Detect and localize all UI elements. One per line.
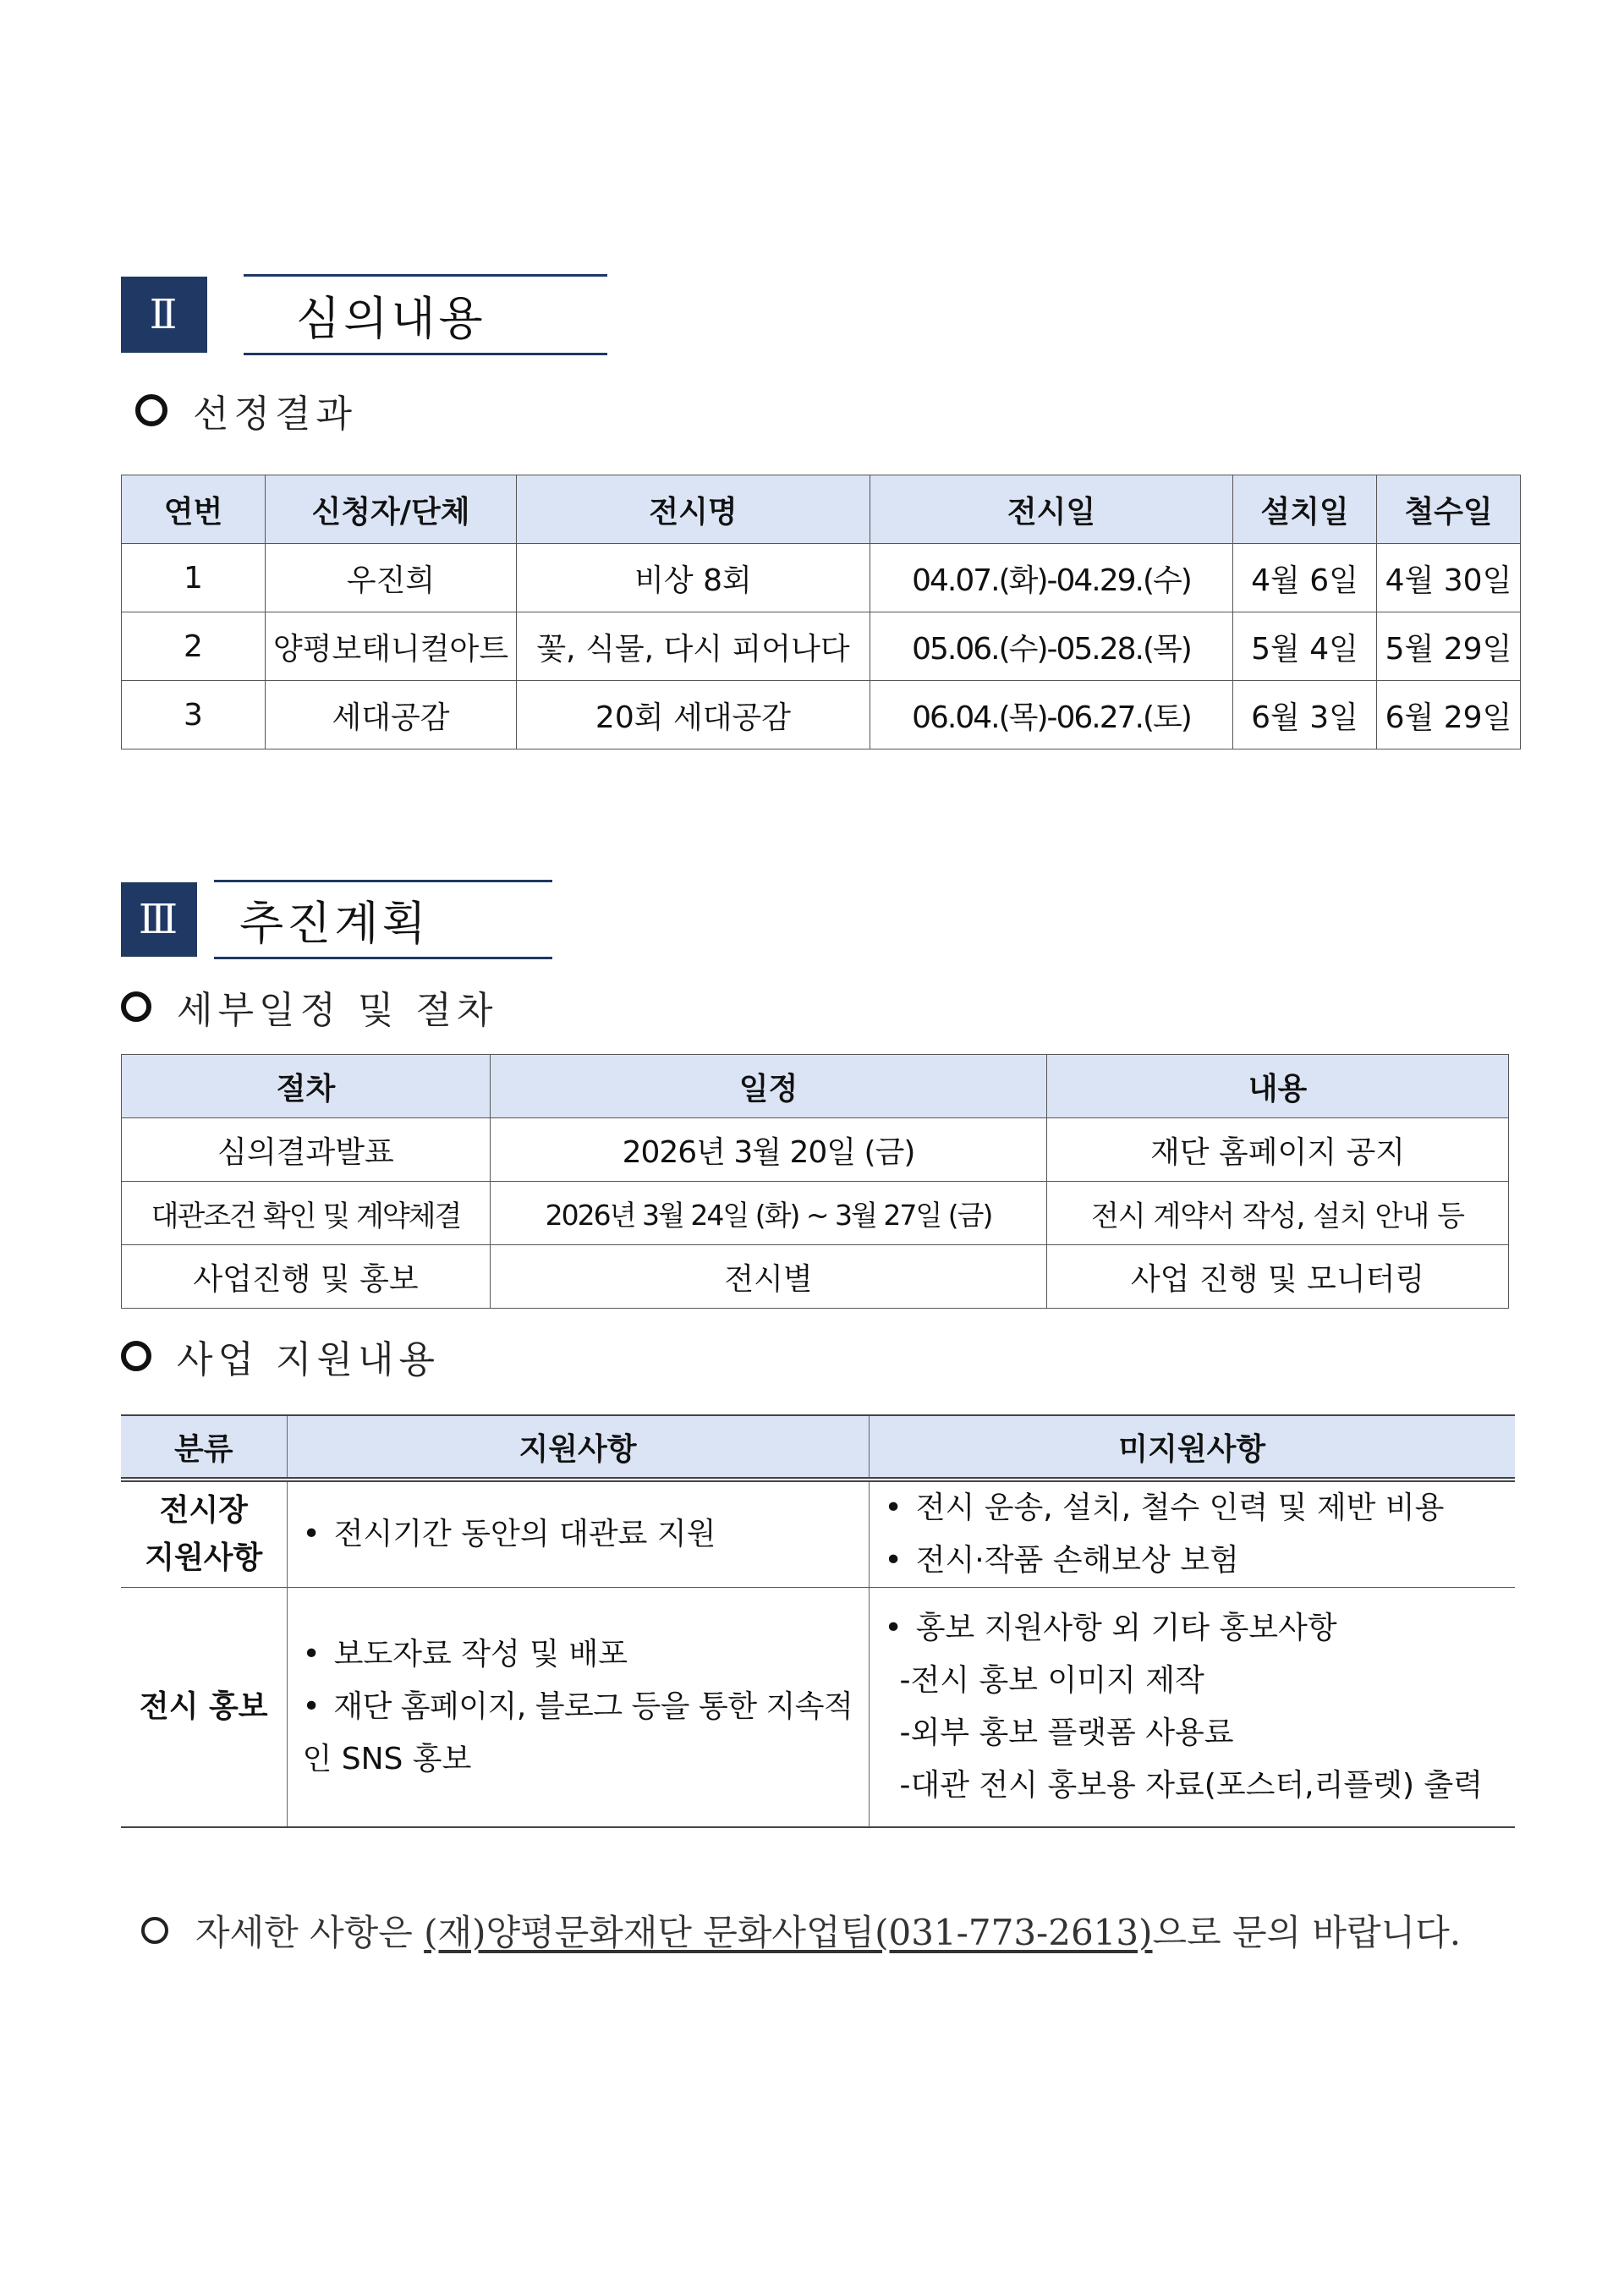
table-header-row (122, 1055, 1509, 1118)
header-cell: 지원사항 (287, 1415, 869, 1480)
contact-note (141, 1903, 1461, 1957)
section-2-number: Ⅱ (121, 277, 207, 353)
subheading-selection-result (135, 385, 357, 436)
table-row (122, 1182, 1509, 1245)
header-cell: 내용 (1047, 1055, 1509, 1118)
cell-content: 재단 홈페이지 공지 (1047, 1118, 1509, 1182)
section-3-title-box (214, 880, 552, 959)
header-cell: 전시명 (517, 475, 870, 544)
section-2-title: 심의내용 (296, 291, 486, 345)
table-row (122, 544, 1521, 612)
header-cell: 절차 (122, 1055, 491, 1118)
cell-procedure: 대관조건 확인 및 계약체결 (122, 1182, 491, 1245)
support-item: • 전시기간 동안의 대관료 지원 (303, 1508, 869, 1561)
table-row (121, 1480, 1515, 1588)
subheading-label: 사업 지원내용 (177, 1338, 441, 1381)
header-cell: 미지원사항 (869, 1415, 1515, 1480)
subheading-support (121, 1331, 440, 1381)
support-item: • 재단 홈페이지, 블로그 등을 통한 지속적 (303, 1681, 869, 1733)
header-cell: 전시일 (870, 475, 1233, 544)
circle-bullet-icon (121, 991, 151, 1022)
section-2-title-box (244, 274, 607, 355)
contact-prefix: 자세한 사항은 (195, 1912, 425, 1953)
header-cell: 신청자/단체 (266, 475, 517, 544)
cell-install-date: 5월 4일 (1233, 612, 1377, 681)
category-line: 지원사항 (145, 1540, 263, 1575)
contact-link[interactable]: (재)양평문화재단 문화사업팀(031-773-2613) (424, 1912, 1153, 1953)
section-3-number: Ⅲ (121, 882, 197, 957)
cell-exhibition-date: 06.04.(목)-06.27.(토) (870, 681, 1233, 749)
support-table (121, 1414, 1515, 1828)
cell-exhibition-date: 05.06.(수)-05.28.(목) (870, 612, 1233, 681)
cell-applicant: 양평보태니컬아트 (266, 612, 517, 681)
support-item: • 보도자료 작성 및 배포 (303, 1628, 869, 1681)
not-support-item: • 홍보 지원사항 외 기타 홍보사항 (885, 1602, 1516, 1655)
header-cell: 연번 (122, 475, 266, 544)
header-cell: 철수일 (1377, 475, 1521, 544)
table-row (122, 1245, 1509, 1309)
cell-exhibition-name: 꽃, 식물, 다시 피어나다 (517, 612, 870, 681)
cell-install-date: 6월 3일 (1233, 681, 1377, 749)
cell-not-support (869, 1480, 1515, 1588)
table-row (122, 681, 1521, 749)
cell-schedule: 2026년 3월 20일 (금) (491, 1118, 1047, 1182)
contact-suffix: 으로 문의 바랍니다. (1152, 1912, 1462, 1953)
cell-no: 2 (122, 612, 266, 681)
circle-bullet-icon (135, 394, 167, 426)
section-3-title: 추진계획 (239, 896, 430, 950)
cell-procedure: 사업진행 및 홍보 (122, 1245, 491, 1309)
support-item-continued: 인 SNS 홍보 (302, 1742, 472, 1776)
header-cell: 설치일 (1233, 475, 1377, 544)
not-support-subitem: -외부 홍보 플랫폼 사용료 (899, 1716, 1234, 1750)
cell-category (121, 1480, 287, 1588)
table-row (122, 612, 1521, 681)
circle-bullet-icon (121, 1341, 151, 1371)
subheading-label: 세부일정 및 절차 (177, 989, 498, 1032)
cell-exhibition-name: 비상 8회 (517, 544, 870, 612)
not-support-subitem: -전시 홍보 이미지 제작 (899, 1663, 1204, 1698)
not-support-item: • 전시·작품 손해보상 보험 (885, 1535, 1516, 1587)
category-line: 전시장 (159, 1493, 248, 1528)
cell-applicant: 우진희 (266, 544, 517, 612)
cell-content: 사업 진행 및 모니터링 (1047, 1245, 1509, 1309)
cell-exhibition-date: 04.07.(화)-04.29.(수) (870, 544, 1233, 612)
cell-support (287, 1588, 869, 1828)
cell-not-support (869, 1588, 1515, 1828)
cell-applicant: 세대공감 (266, 681, 517, 749)
cell-no: 3 (122, 681, 266, 749)
cell-content: 전시 계약서 작성, 설치 안내 등 (1047, 1182, 1509, 1245)
selection-result-table (121, 475, 1521, 749)
cell-exhibition-name: 20회 세대공감 (517, 681, 870, 749)
table-header-row (122, 475, 1521, 544)
cell-removal-date: 6월 29일 (1377, 681, 1521, 749)
cell-procedure: 심의결과발표 (122, 1118, 491, 1182)
table-row (122, 1118, 1509, 1182)
table-header-row (121, 1415, 1515, 1480)
header-cell: 분류 (121, 1415, 287, 1480)
cell-no: 1 (122, 544, 266, 612)
cell-removal-date: 4월 30일 (1377, 544, 1521, 612)
subheading-label: 선정결과 (193, 393, 358, 436)
cell-support (287, 1480, 869, 1588)
table-row (121, 1588, 1515, 1828)
subheading-schedule (121, 981, 498, 1032)
cell-removal-date: 5월 29일 (1377, 612, 1521, 681)
circle-bullet-icon (141, 1917, 168, 1944)
cell-category: 전시 홍보 (121, 1588, 287, 1828)
schedule-table (121, 1054, 1509, 1309)
cell-schedule: 2026년 3월 24일 (화) ~ 3월 27일 (금) (491, 1182, 1047, 1245)
not-support-subitem: -대관 전시 홍보용 자료(포스터,리플렛) 출력 (899, 1768, 1483, 1803)
cell-schedule: 전시별 (491, 1245, 1047, 1309)
not-support-item: • 전시 운송, 설치, 철수 인력 및 제반 비용 (885, 1482, 1516, 1535)
header-cell: 일정 (491, 1055, 1047, 1118)
cell-install-date: 4월 6일 (1233, 544, 1377, 612)
